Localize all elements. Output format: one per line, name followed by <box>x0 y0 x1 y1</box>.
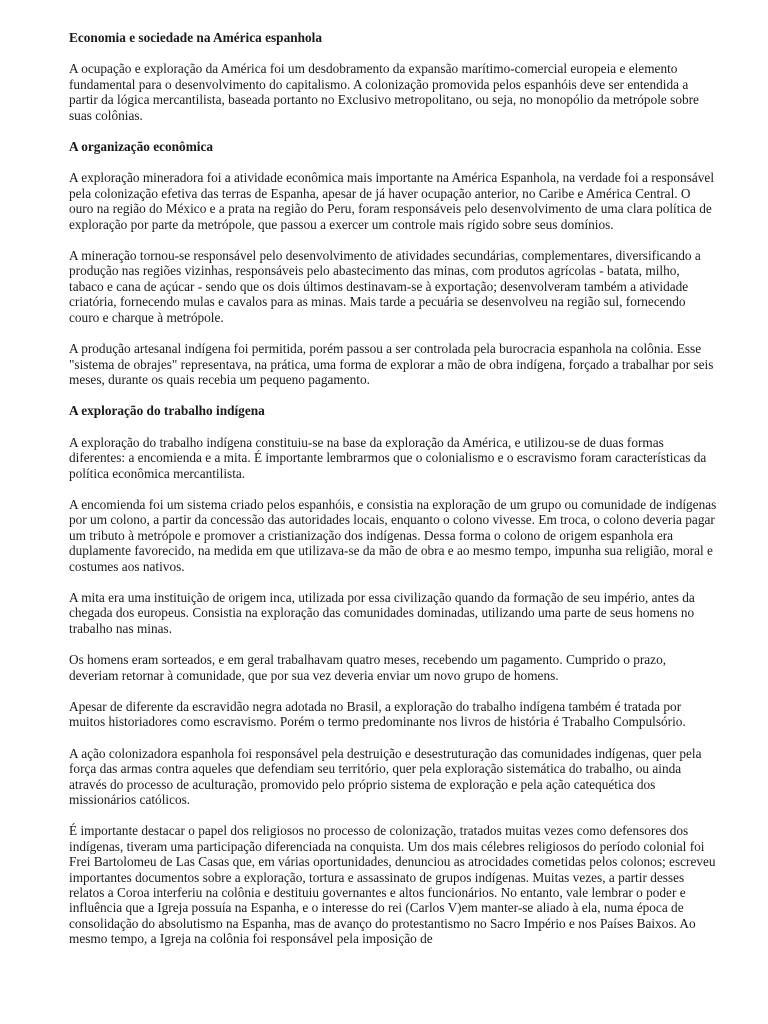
paragraph-producao-artesanal: A produção artesanal indígena foi permitida, porém passou a ser controlada pela burocracia espanhola na colônia. Esse "sistema de obrajes" representava, na prática, uma forma de explorar a mão de obra indígena, forçado a trabalhar por seis meses, durante os quais recebia um pequeno pagamento. <box>69 341 714 387</box>
paragraph-atividades-secundarias: A mineração tornou-se responsável pelo desenvolvimento de atividades secundárias, complementares, diversificando a produção nas regiões vizinhas, responsáveis pelo abastecimento das minas, com produtos agrícolas - batata, milho, tabaco e cana de açúcar - sendo que os dois últimos destinavam-se à exportação; desenvolveram também a atividade criatória, fornecendo mulas e cavalos para as minas. Mais tarde a pecuária se desenvolveu na região sul, fornecendo couro e charque à metrópole. <box>69 248 701 325</box>
paragraph-encomienda: A encomienda foi um sistema criado pelos espanhóis, e consistia na exploração de um grupo ou comunidade de indígenas por um colono, a partir da concessão das autoridades locais, enquanto o colono vivesse. Em troca, o colono deveria pagar um tributo à metrópole e promover a cristianização dos indígenas. Dessa forma o colono de origem espanhola era duplamente favorecido, na medida em que utilizava-se da mão de obra e ao mesmo tempo, impunha sua religião, moral e costumes aos nativos. <box>69 496 717 574</box>
document-title: Economia e sociedade na América espanhola <box>69 30 323 45</box>
paragraph-exploracao-trabalho: A exploração do trabalho indígena constituiu-se na base da exploração da América, e utilizou-se de duas formas diferentes: a encomienda e a mita. É importante lembrarmos que o colonialismo e o escravismo foram características da política econômica mercantilista. <box>69 434 707 481</box>
paragraph-trabalho-compulsorio: Apesar de diferente da escravidão negra adotada no Brasil, a exploração do trabalho indígena também é tratada por muitos historiadores como escravismo. Porém o termo predominante nos livros de história é Trabalho Compulsório. <box>69 699 686 730</box>
paragraph-sorteio: Os homens eram sorteados, e em geral trabalhavam quatro meses, recebendo um pagamento. Cumprido o prazo, deveriam retornar à comunidade, que por sua vez deveria enviar um novo grupo de homens. <box>69 652 667 683</box>
section-heading-trabalho-indigena: A exploração do trabalho indígena <box>69 403 265 419</box>
paragraph-mineracao-principal: A exploração mineradora foi a atividade econômica mais importante na América Espanhola, na verdade foi a responsável pela colonização efetiva das terras de Espanha, apesar de já haver ocupação anterior, no Caribe e América Central. O ouro na região do México e a prata na região do Peru, foram responsáveis pelo desenvolvimento de uma clara política de exploração por parte da metrópole, que passou a exercer um controle mais rígido sobre seus domínios. <box>69 170 715 232</box>
section-heading-organizacao: A organização econômica <box>69 139 214 155</box>
paragraph-mita: A mita era uma instituição de origem inca, utilizada por essa civilização quando da formação de seu império, antes da chegada dos europeus. Consistia na exploração das comunidades dominadas, utilizando uma parte de seus homens no trabalho nas minas. <box>69 589 695 636</box>
document-page <box>69 30 717 947</box>
intro-paragraph: A ocupação e exploração da América foi um desdobramento da expansão marítimo-comercial europeia e elemento fundamental para o desenvolvimento do capitalismo. A colonização promovida pelos espanhóis deve ser entendida a partir da lógica mercantilista, baseada portanto no Exclusivo metropolitano, ou seja, no monopólio da metrópole sobre suas colônias. <box>69 61 699 123</box>
paragraph-acao-colonizadora: A ação colonizadora espanhola foi responsável pela destruição e desestruturação das comunidades indígenas, quer pela força das armas contra aqueles que defendiam seu território, quer pela exploração sistemática do trabalho, ou ainda através do processo de aculturação, promovido pelo próprio sistema de exploração e pela ação catequética dos missionários católicos. <box>69 745 702 808</box>
paragraph-religiosos: É importante destacar o papel dos religiosos no processo de colonização, tratados muitas vezes como defensores dos indígenas, tiveram uma participação diferenciada na conquista. Um dos mais célebres religiosos do período colonial foi Frei Bartolomeu de Las Casas que, em várias oportunidades, denunciou as atrocidades cometidas pelos colonos; escreveu importantes documentos sobre a exploração, tortura e assassinato de grupos indígenas. Muitas vezes, a partir desses relatos a Coroa interferiu na colônia e destituiu governantes e altos funcionários. No entanto, vale lembrar o poder e influência que a Igreja possuía na Espanha, e o interesse do rei (Carlos V)em manter-se aliado à ela, numa época de consolidação do absolutismo na Espanha, mas de avanço do protestantismo no Sacro Império e nos Países Baixos. Ao mesmo tempo, a Igreja na colônia foi responsável pela imposição de <box>69 823 716 947</box>
